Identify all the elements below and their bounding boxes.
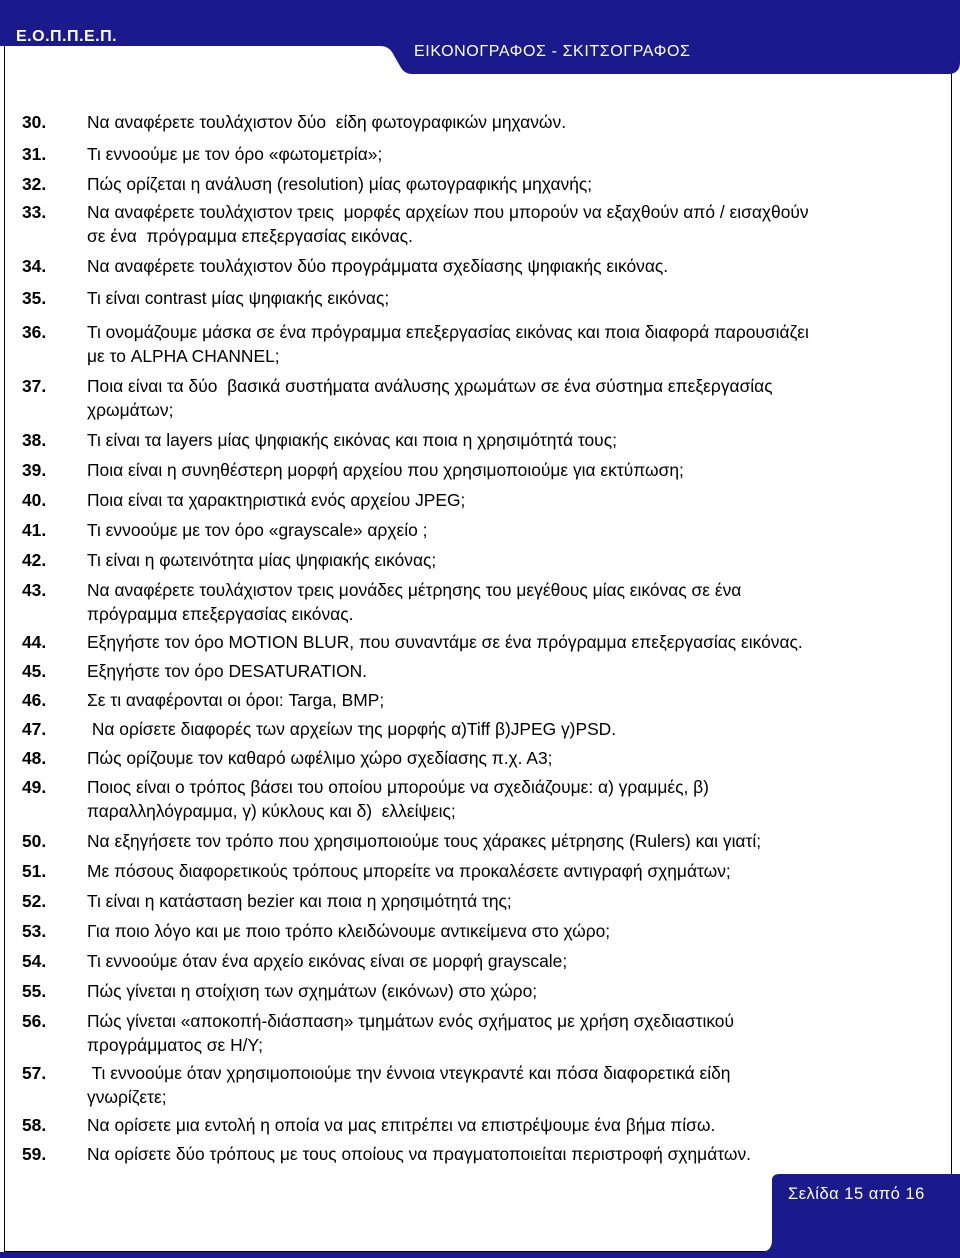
question-text-line: Πώς γίνεται «αποκοπή-διάσπαση» τμημάτων ενός σχήματος με χρήση σχεδιαστικού <box>87 1011 734 1031</box>
question-text <box>87 172 932 196</box>
question-text-line: προγράμματος σε Η/Υ; <box>87 1035 263 1055</box>
question-item <box>22 200 932 248</box>
question-text-line: Πώς ορίζεται η ανάλυση (resolution) μίας φωτογραφικής μηχανής; <box>87 174 593 194</box>
question-number: 30. <box>22 112 47 132</box>
question-text-line: χρωμάτων; <box>87 400 174 420</box>
question-text <box>87 775 932 823</box>
question-text <box>87 458 932 482</box>
question-text-line: Ποια είναι τα χαρακτηριστικά ενός αρχείου JPEG; <box>87 490 466 510</box>
question-text-line: Τι εννοούμε όταν ένα αρχείο εικόνας είναι σε μορφή grayscale; <box>87 951 568 971</box>
question-text-line: Να αναφέρετε τουλάχιστον τρεις μορφές αρχείων που μπορούν να εξαχθούν από / εισαχθούν <box>87 202 809 222</box>
question-text <box>87 1009 932 1057</box>
question-item <box>22 859 932 883</box>
header-shape <box>0 0 960 78</box>
question-number: 37. <box>22 376 47 396</box>
question-text-line: Τι είναι τα layers μίας ψηφιακής εικόνας και ποια η χρησιμότητά τους; <box>87 430 617 450</box>
question-item <box>22 688 932 712</box>
question-text <box>87 320 932 368</box>
question-text-line: Να αναφέρετε τουλάχιστον δύο προγράμματα σχεδίασης ψηφιακής εικόνας. <box>87 256 669 276</box>
question-item <box>22 1009 932 1057</box>
question-text-line: Με πόσους διαφορετικούς τρόπους μπορείτε να προκαλέσετε αντιγραφή σχημάτων; <box>87 861 731 881</box>
question-text <box>87 659 932 683</box>
question-list <box>22 110 932 1171</box>
question-text <box>87 1113 932 1137</box>
question-number: 32. <box>22 174 47 194</box>
question-item <box>22 548 932 572</box>
question-number: 44. <box>22 632 47 652</box>
question-text-line: Να αναφέρετε τουλάχιστον τρεις μονάδες μέτρησης του μεγέθους μίας εικόνας σε ένα <box>87 580 742 600</box>
question-text-line: με το ALPHA CHANNEL; <box>87 346 280 366</box>
question-text-line: Ποια είναι η συνηθέστερη μορφή αρχείου που χρησιμοποιούμε για εκτύπωση; <box>87 460 684 480</box>
question-item <box>22 428 932 452</box>
question-number: 40. <box>22 490 47 510</box>
question-item <box>22 320 932 368</box>
question-text <box>87 717 932 741</box>
question-number: 53. <box>22 921 47 941</box>
question-text-line: Πώς γίνεται η στοίχιση των σχημάτων (εικόνων) στο χώρο; <box>87 981 538 1001</box>
question-text <box>87 688 932 712</box>
question-text-line: Σε τι αναφέρονται οι όροι: Targa, BMP; <box>87 690 385 710</box>
question-number: 48. <box>22 748 47 768</box>
question-item <box>22 518 932 542</box>
question-text-line: Τι ονομάζουμε μάσκα σε ένα πρόγραμμα επεξεργασίας εικόνας και ποια διαφορά παρουσιάζει <box>87 322 809 342</box>
question-item <box>22 578 932 626</box>
question-text-line: πρόγραμμα επεξεργασίας εικόνας. <box>87 604 354 624</box>
question-text <box>87 1061 932 1109</box>
page-number: Σελίδα 15 από 16 <box>788 1185 925 1203</box>
question-number: 41. <box>22 520 47 540</box>
question-item <box>22 775 932 823</box>
question-text-line: Τι είναι η φωτεινότητα μίας ψηφιακής εικόνας; <box>87 550 437 570</box>
question-number: 56. <box>22 1011 47 1031</box>
question-text <box>87 374 932 422</box>
question-text-line: Τι εννοούμε με τον όρο «grayscale» αρχείο ; <box>87 520 428 540</box>
question-text-line: παραλληλόγραμμα, γ) κύκλους και δ) ελλείψεις; <box>87 801 456 821</box>
question-number: 46. <box>22 690 47 710</box>
question-text <box>87 254 932 278</box>
question-item <box>22 889 932 913</box>
org-title: Ε.Ο.Π.Π.Ε.Π. <box>16 28 118 45</box>
question-number: 55. <box>22 981 47 1001</box>
question-text <box>87 1142 932 1166</box>
specialty-title: ΕΙΚΟΝΟΓΡΑΦΟΣ - ΣΚΙΤΣΟΓΡΑΦΟΣ <box>414 43 691 60</box>
question-number: 47. <box>22 719 47 739</box>
question-item <box>22 630 932 654</box>
question-text-line: Να ορίσετε διαφορές των αρχείων της μορφής α)Tiff β)JPEG γ)PSD. <box>87 719 617 739</box>
question-text <box>87 548 932 572</box>
question-text <box>87 110 932 134</box>
question-text <box>87 859 932 883</box>
question-item <box>22 458 932 482</box>
question-number: 42. <box>22 550 47 570</box>
question-number: 45. <box>22 661 47 681</box>
question-number: 35. <box>22 288 47 308</box>
question-text-line: Να ορίσετε δύο τρόπους με τους οποίους να πραγματοποιείται περιστροφή σχημάτων. <box>87 1144 751 1164</box>
question-item <box>22 717 932 741</box>
question-number: 57. <box>22 1063 47 1083</box>
question-item <box>22 1113 932 1137</box>
question-text <box>87 578 932 626</box>
question-item <box>22 374 932 422</box>
question-text-line: Εξηγήστε τον όρο MOTION BLUR, που συναντάμε σε ένα πρόγραμμα επεξεργασίας εικόνας. <box>87 632 803 652</box>
question-item <box>22 142 932 166</box>
question-text <box>87 919 932 943</box>
question-text <box>87 829 932 853</box>
header-band <box>0 0 960 78</box>
question-item <box>22 979 932 1003</box>
question-text <box>87 286 932 310</box>
question-item <box>22 110 932 134</box>
question-item <box>22 919 932 943</box>
question-number: 31. <box>22 144 47 164</box>
question-text-line: Τι εννοούμε όταν χρησιμοποιούμε την έννοια ντεγκραντέ και πόσα διαφορετικά είδη <box>87 1063 731 1083</box>
question-number: 36. <box>22 322 47 342</box>
question-item <box>22 746 932 770</box>
question-item <box>22 949 932 973</box>
question-text <box>87 518 932 542</box>
question-text-line: Να ορίσετε μια εντολή η οποία να μας επιτρέπει να επιστρέψουμε ένα βήμα πίσω. <box>87 1115 716 1135</box>
question-text-line: Ποια είναι τα δύο βασικά συστήματα ανάλυσης χρωμάτων σε ένα σύστημα επεξεργασίας <box>87 376 773 396</box>
question-text-line: γνωρίζετε; <box>87 1087 167 1107</box>
question-item <box>22 659 932 683</box>
question-text-line: Πώς ορίζουμε τον καθαρό ωφέλιμο χώρο σχεδίασης π.χ. Α3; <box>87 748 553 768</box>
question-number: 51. <box>22 861 47 881</box>
question-text-line: σε ένα πρόγραμμα επεξεργασίας εικόνας. <box>87 226 413 246</box>
question-number: 38. <box>22 430 47 450</box>
question-item <box>22 829 932 853</box>
question-text-line: Τι εννοούμε με τον όρο «φωτομετρία»; <box>87 144 383 164</box>
question-number: 54. <box>22 951 47 971</box>
question-text <box>87 746 932 770</box>
question-number: 49. <box>22 777 47 797</box>
question-number: 52. <box>22 891 47 911</box>
question-text <box>87 949 932 973</box>
question-text-line: Τι είναι η κατάσταση bezier και ποια η χρησιμότητά της; <box>87 891 512 911</box>
question-number: 58. <box>22 1115 47 1135</box>
question-text-line: Εξηγήστε τον όρο DESATURATION. <box>87 661 367 681</box>
header-band-shape <box>0 0 960 74</box>
question-text-line: Να εξηγήσετε τον τρόπο που χρησιμοποιούμε τους χάρακες μέτρησης (Rulers) και γιατί; <box>87 831 762 851</box>
question-text <box>87 200 932 248</box>
question-item <box>22 254 932 278</box>
question-text <box>87 428 932 452</box>
question-item <box>22 172 932 196</box>
question-number: 43. <box>22 580 47 600</box>
question-text <box>87 488 932 512</box>
question-item <box>22 1061 932 1109</box>
question-text-line: Να αναφέρετε τουλάχιστον δύο είδη φωτογραφικών μηχανών. <box>87 112 567 132</box>
question-number: 59. <box>22 1144 47 1164</box>
question-text <box>87 889 932 913</box>
question-number: 50. <box>22 831 47 851</box>
question-text-line: Για ποιο λόγο και με ποιο τρόπο κλειδώνουμε αντικείμενα στο χώρο; <box>87 921 611 941</box>
question-item <box>22 1142 932 1166</box>
question-text <box>87 142 932 166</box>
question-text-line: Τι είναι contrast μίας ψηφιακής εικόνας; <box>87 288 390 308</box>
question-item <box>22 286 932 310</box>
question-number: 33. <box>22 202 47 222</box>
question-text <box>87 630 932 654</box>
question-text <box>87 979 932 1003</box>
question-number: 39. <box>22 460 47 480</box>
question-text-line: Ποιος είναι ο τρόπος βάσει του οποίου μπορούμε να σχεδιάζουμε: α) γραμμές, β) <box>87 777 709 797</box>
question-number: 34. <box>22 256 47 276</box>
question-item <box>22 488 932 512</box>
